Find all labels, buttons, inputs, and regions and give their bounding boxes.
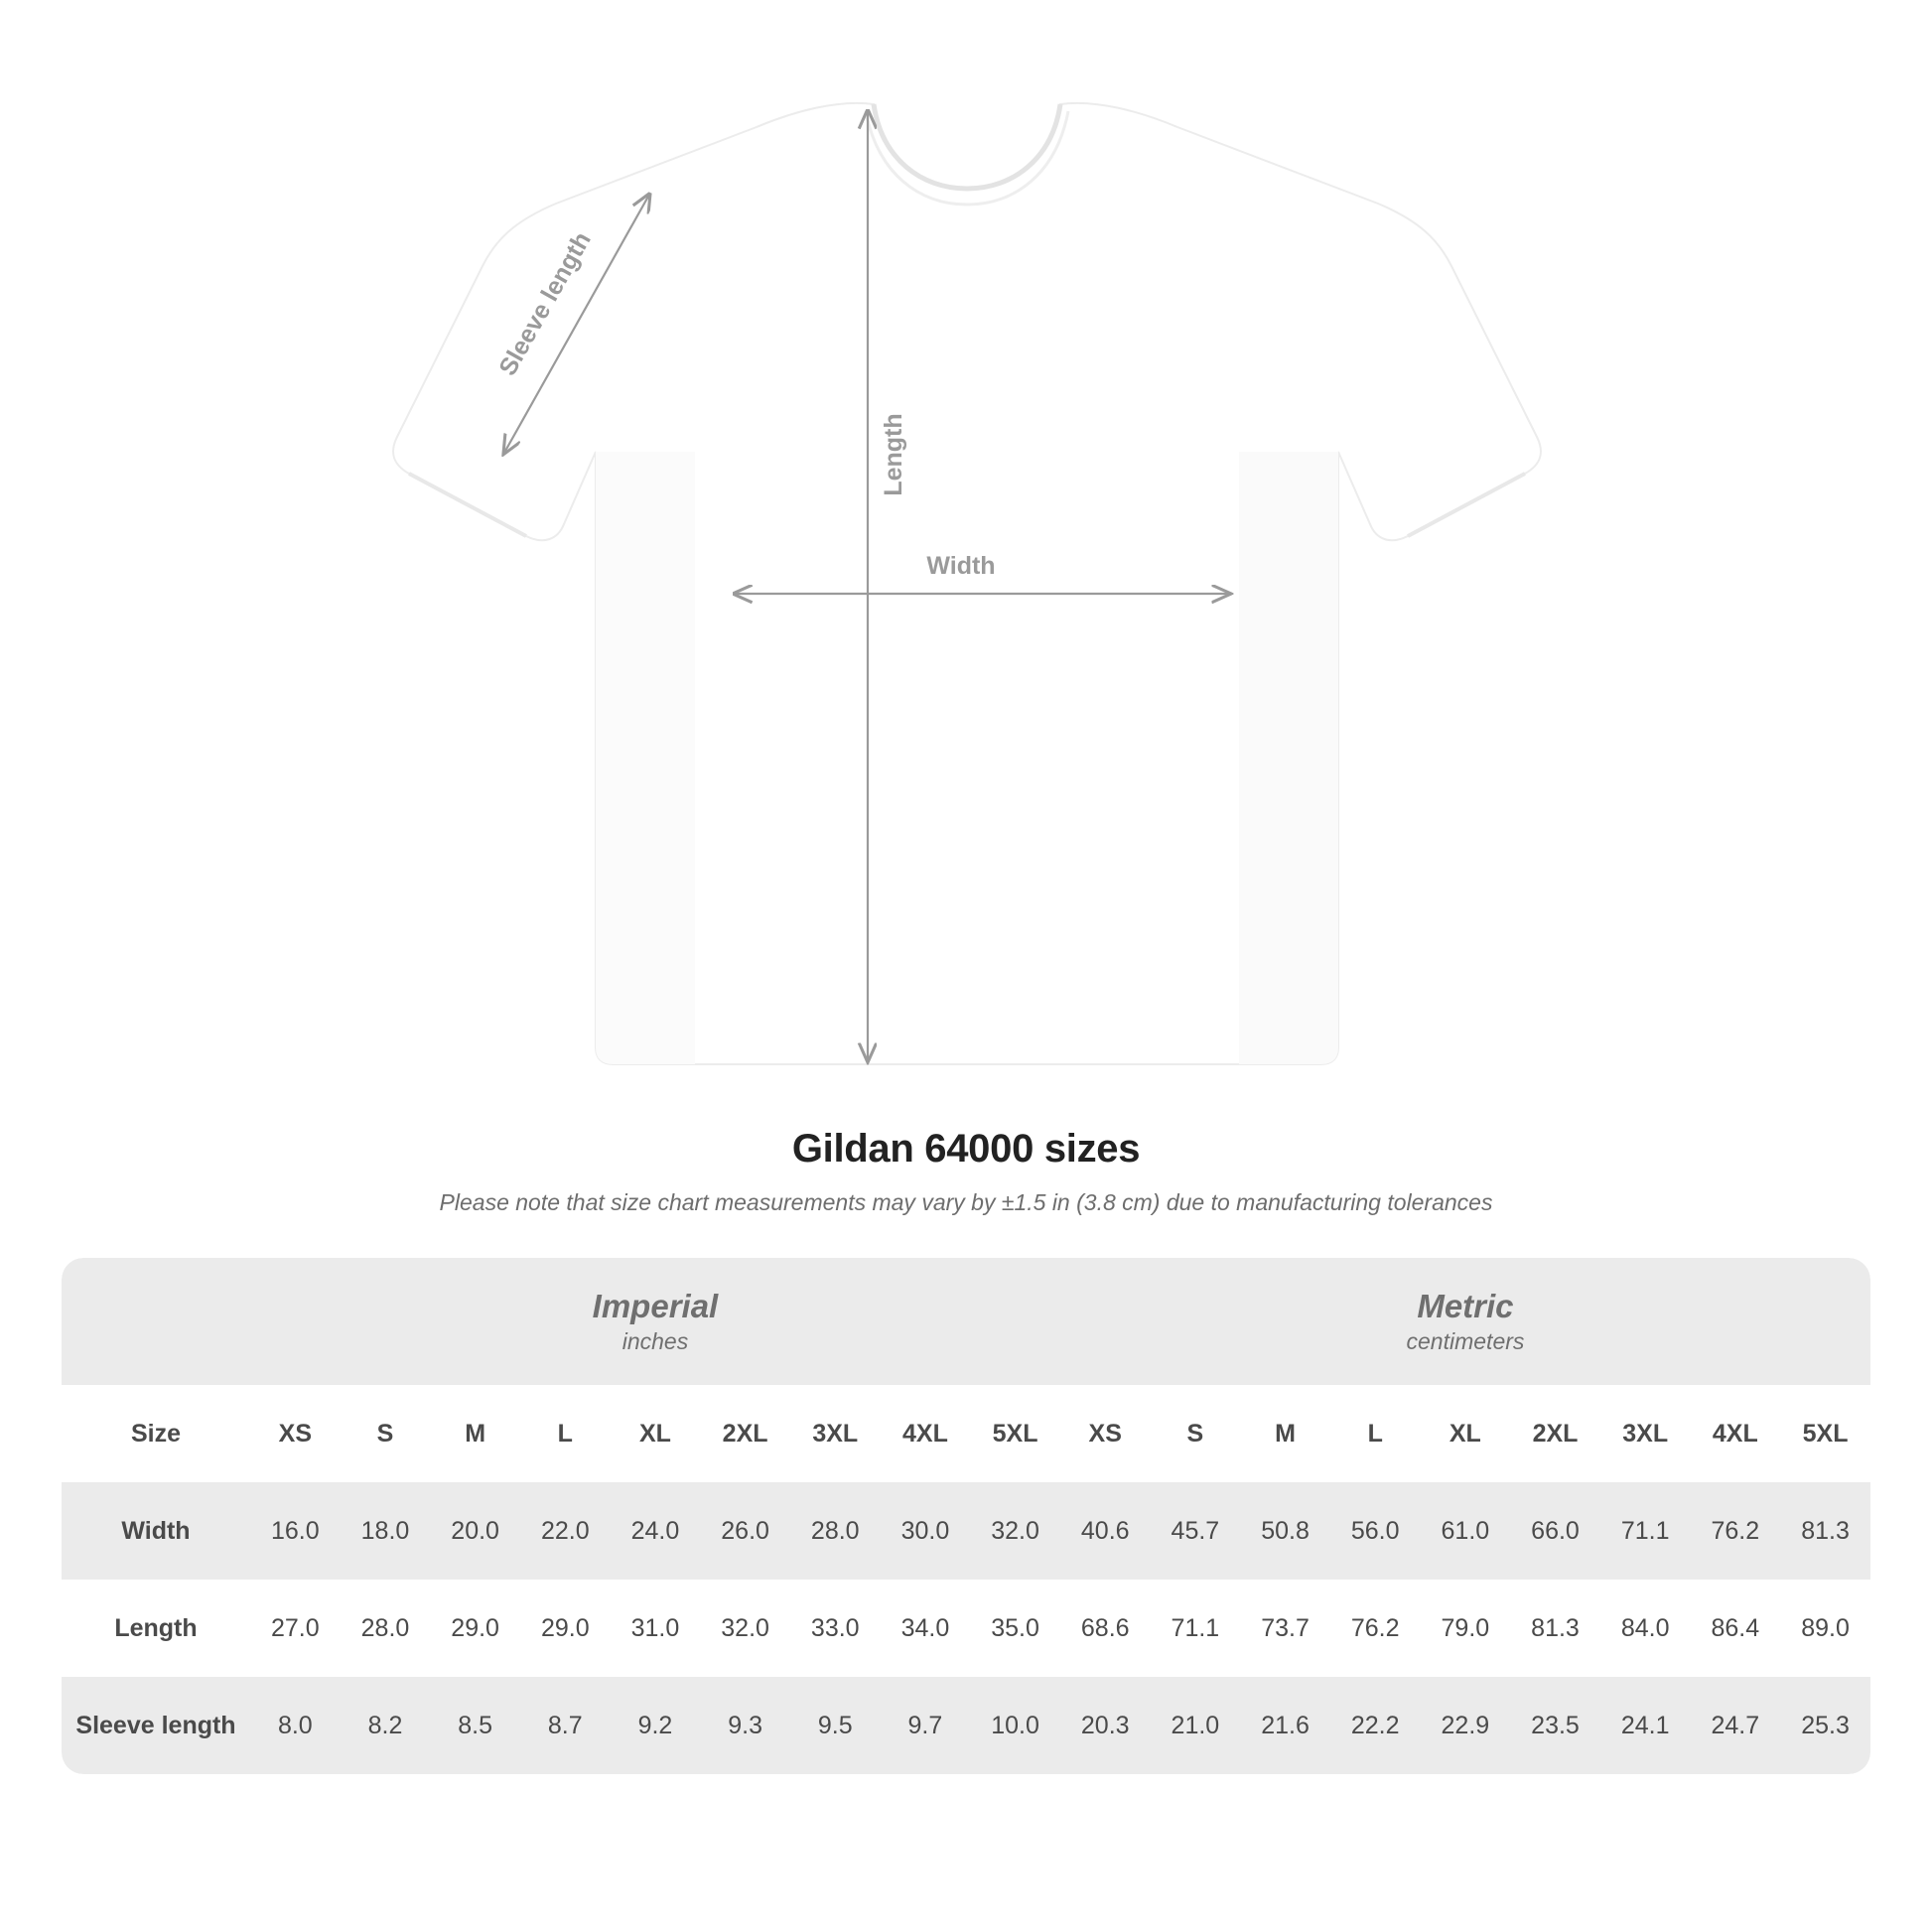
size-header-cell: 2XL [700,1385,790,1482]
measurement-cell: 32.0 [970,1482,1060,1580]
unit-header-blank [62,1258,250,1385]
size-header-cell: M [430,1385,520,1482]
measurement-cell: 71.1 [1151,1580,1241,1677]
row-label-length: Length [62,1580,250,1677]
measurement-cell: 50.8 [1240,1482,1330,1580]
measurement-cell: 31.0 [611,1580,701,1677]
size-header-cell: XS [250,1385,341,1482]
row-label-width: Width [62,1482,250,1580]
measurement-cell: 76.2 [1330,1580,1421,1677]
measurement-cell: 10.0 [970,1677,1060,1774]
measurement-cell: 29.0 [520,1580,611,1677]
measurement-cell: 86.4 [1691,1580,1781,1677]
measurement-cell: 22.2 [1330,1677,1421,1774]
table-row [62,1580,1870,1677]
size-header-cell: L [1330,1385,1421,1482]
measurement-cell: 9.7 [881,1677,971,1774]
size-header-cell: L [520,1385,611,1482]
size-header-row [62,1385,1870,1482]
measurement-cell: 8.5 [430,1677,520,1774]
width-label: Width [926,552,996,580]
length-label: Length [880,413,907,496]
size-table-wrapper [62,1258,1870,1774]
measurement-cell: 35.0 [970,1580,1060,1677]
unit-group-subtitle: centimeters [1406,1328,1525,1355]
size-header-cell: M [1240,1385,1330,1482]
measurement-cell: 71.1 [1600,1482,1691,1580]
size-header-cell: 3XL [1600,1385,1691,1482]
measurement-cell: 29.0 [430,1580,520,1677]
measurement-cell: 25.3 [1780,1677,1870,1774]
size-header-cell: XL [611,1385,701,1482]
measurement-cell: 21.6 [1240,1677,1330,1774]
measurement-cell: 27.0 [250,1580,341,1677]
measurement-cell: 28.0 [790,1482,881,1580]
size-header-cell: 3XL [790,1385,881,1482]
unit-group-name: Metric [1417,1287,1514,1324]
measurement-cell: 81.3 [1510,1580,1600,1677]
size-header-cell: 5XL [970,1385,1060,1482]
measurement-cell: 20.3 [1060,1677,1151,1774]
unit-header-row [62,1258,1870,1385]
measurement-cell: 18.0 [341,1482,431,1580]
measurement-cell: 24.0 [611,1482,701,1580]
measurement-cell: 68.6 [1060,1580,1151,1677]
measurement-cell: 76.2 [1691,1482,1781,1580]
unit-group-subtitle: inches [621,1328,689,1355]
size-header-cell: XS [1060,1385,1151,1482]
size-header-cell: 4XL [1691,1385,1781,1482]
sleeve-length-label: Sleeve length [493,227,597,381]
size-header-cell: S [341,1385,431,1482]
table-row [62,1677,1870,1774]
measurement-cell: 45.7 [1151,1482,1241,1580]
size-header-cell: 5XL [1780,1385,1870,1482]
measurement-cell: 32.0 [700,1580,790,1677]
unit-group-imperial [250,1258,1060,1385]
measurement-cell: 22.9 [1421,1677,1511,1774]
measurement-cell: 9.5 [790,1677,881,1774]
measurement-cell: 23.5 [1510,1677,1600,1774]
measurement-cell: 40.6 [1060,1482,1151,1580]
measurement-cell: 73.7 [1240,1580,1330,1677]
size-header-cell: 2XL [1510,1385,1600,1482]
measurement-cell: 28.0 [341,1580,431,1677]
measurement-cell: 24.7 [1691,1677,1781,1774]
measurement-cell: 20.0 [430,1482,520,1580]
measurement-cell: 84.0 [1600,1580,1691,1677]
measurement-cell: 21.0 [1151,1677,1241,1774]
size-header-cell: XL [1421,1385,1511,1482]
size-header-cell: S [1151,1385,1241,1482]
measurement-cell: 56.0 [1330,1482,1421,1580]
measurement-cell: 33.0 [790,1580,881,1677]
measurement-cell: 81.3 [1780,1482,1870,1580]
measurement-cell: 34.0 [881,1580,971,1677]
measurement-cell: 8.2 [341,1677,431,1774]
unit-group-name: Imperial [592,1287,719,1324]
measurement-cell: 61.0 [1421,1482,1511,1580]
measurement-cell: 22.0 [520,1482,611,1580]
row-label-sleeve-length: Sleeve length [62,1677,250,1774]
table-row [62,1482,1870,1580]
page-title: Gildan 64000 sizes [791,1127,1141,1171]
measurement-cell: 8.7 [520,1677,611,1774]
unit-group-metric [1060,1258,1870,1385]
size-table [62,1258,1870,1774]
measurement-cell: 66.0 [1510,1482,1600,1580]
measurement-cell: 89.0 [1780,1580,1870,1677]
size-header-cell: 4XL [881,1385,971,1482]
measurement-cell: 8.0 [250,1677,341,1774]
size-header-label: Size [62,1385,250,1482]
measurement-cell: 79.0 [1421,1580,1511,1677]
measurement-cell: 9.2 [611,1677,701,1774]
measurement-cell: 16.0 [250,1482,341,1580]
tolerance-note: Please note that size chart measurements may vary by ±1.5 in (3.8 cm) due to manufacturing tolerances [439,1189,1493,1215]
measurement-cell: 30.0 [881,1482,971,1580]
measurement-cell: 26.0 [700,1482,790,1580]
measurement-cell: 24.1 [1600,1677,1691,1774]
heading-block [0,1127,1932,1216]
measurement-cell: 9.3 [700,1677,790,1774]
